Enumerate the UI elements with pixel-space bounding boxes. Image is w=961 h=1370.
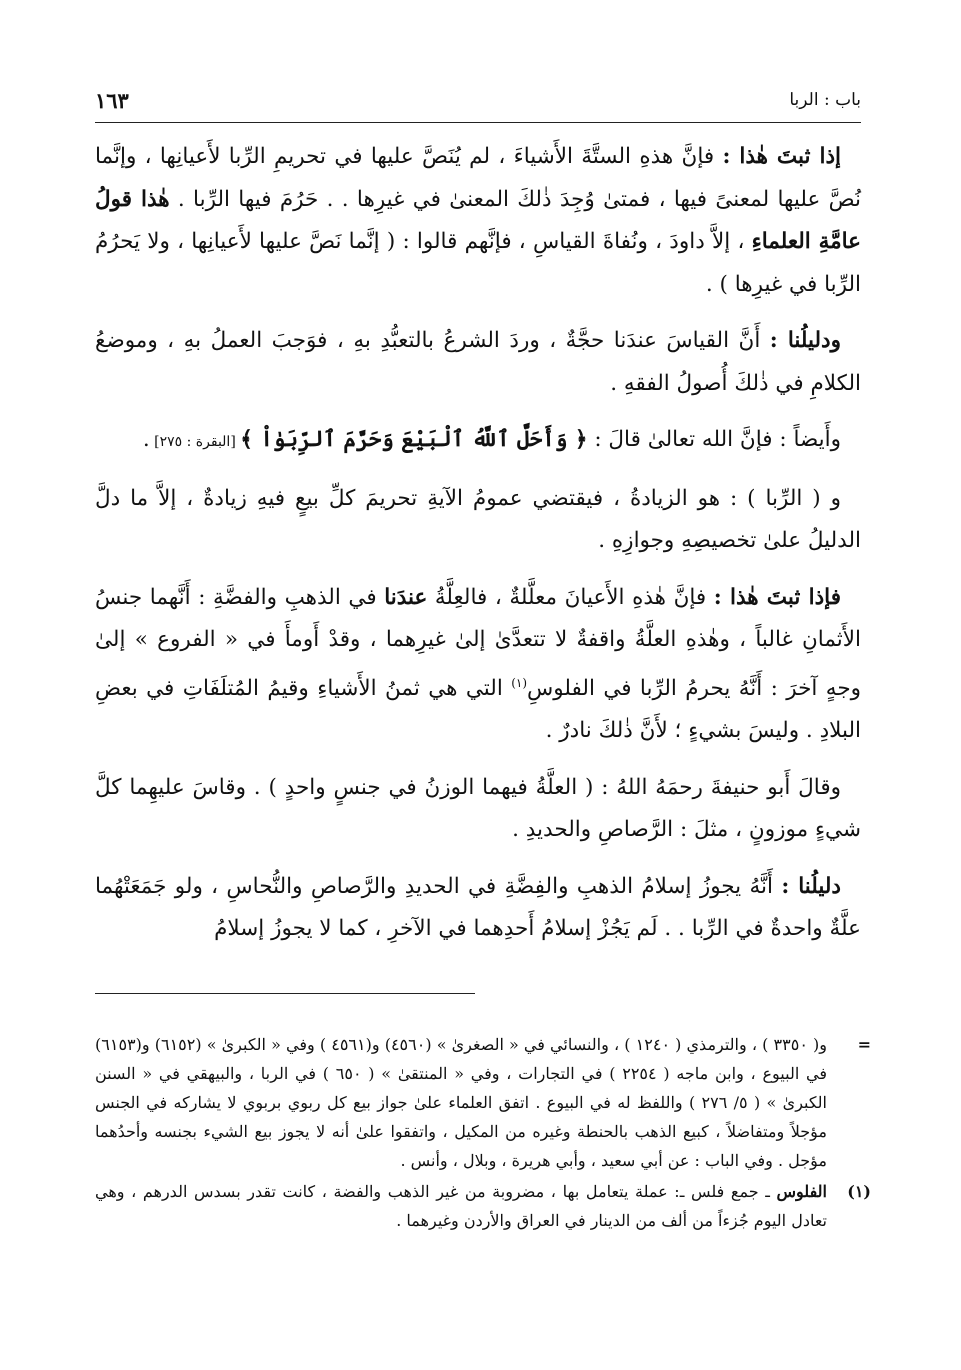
paragraph-lead: فإذا ثبتَ هٰذا : xyxy=(713,584,841,610)
paragraph xyxy=(95,419,861,464)
footnote-number: (١) xyxy=(847,1182,871,1201)
main-text xyxy=(95,136,861,965)
footnote-lead: الفلوس xyxy=(776,1182,827,1201)
paragraph-lead: إذا ثبتَ هٰذا : xyxy=(722,144,841,169)
paragraph xyxy=(95,320,861,405)
paragraph-text: وقالَ أَبو حنيفةَ رحمَهُ اللهُ : ( العلَّةُ فيهما الوزنُ في جنسٍ واحدٍ ) . وقاسَ عليهِما كلَّ شيءٍ موزونٍ ، مثلَ : الرَّصاصِ والحديدِ . xyxy=(95,774,861,843)
paragraph xyxy=(95,577,861,753)
paragraph-lead-secondary: هٰذا قولُ عامَّةِ العلماءِ xyxy=(95,186,861,254)
footnotes xyxy=(95,1030,871,1235)
paragraph-text: فإنَّ هٰذهِ الأَعيانَ معلَّلةٌ ، فالعِلَّةُ xyxy=(427,584,714,610)
paragraph xyxy=(95,136,861,306)
running-head: باب : الربا xyxy=(789,90,861,110)
footnote-reference[interactable]: (١) xyxy=(511,675,528,690)
footnote-divider xyxy=(95,993,475,994)
paragraph-text-continued: . xyxy=(142,427,150,452)
paragraph-text: و ( الرِّبا ) : هو الزيادةُ ، فيقتضي عمومُ الآيةِ تحريمَ كلِّ بيعٍ فيهِ زيادةٌ ، إلاَّ ما دلَّ الدليلُ علىٰ تخصيصِهِ وجوازِهِ . xyxy=(95,485,861,553)
paragraph-text-continued: في الذهبِ والفضَّةِ : أَنَّهما جنسُ الأَثمانِ غالباً ، وهٰذهِ العلَّةُ واقفةٌ لا تتعدَّىٰ إلىٰ غيرِهما ، وقدْ أَومأَ في « الفروع » إلىٰ وجهٍ آخرَ : أَنَّهُ يحرمُ الرِّبا في الفلوسِ xyxy=(95,584,861,701)
paragraph-text-continued: ، إلاَّ داودَ ، ونُفاةَ القياسِ ، فإنَّهم قالوا : ( إنَّما نَصَّ عليها لأَعيانِها ، ولا يَحرُمُ الرِّبا في غيرِها ) . xyxy=(95,229,861,297)
paragraph-text: أَنَّهُ يجوزُ إسلامُ الذهبِ والفِضَّةِ في الحديدِ والرَّصاصِ والنُّحاسِ ، ولو جَمَعَتْهُما علَّةٌ واحدةٌ في الرِّبا . . لَم يَجُزْ إسلامُ أَحدِهما في الآخرِ ، كما لا يجوزُ إسلامُ xyxy=(95,873,861,942)
footnote-continuation-mark: = xyxy=(857,1035,871,1054)
paragraph xyxy=(95,866,861,951)
paragraph-lead-secondary: عندَنا xyxy=(384,584,428,610)
paragraph xyxy=(95,767,861,852)
paragraph-text-end: التي هي ثمنُ الأَشياءِ وقيمُ المُتلَفَاتِ في بعضِ البلادِ . وليسَ بشيءٍ ؛ لأَنَّ ذٰلكَ نادرٌ . xyxy=(95,675,861,744)
quran-verse: ﴿ وَأَحَلَّ ٱللَّهُ ٱلْبَيْعَ وَحَرَّمَ ٱلرِّبَوٰاْ ﴾ xyxy=(240,427,588,452)
page-header xyxy=(95,88,861,123)
footnote xyxy=(95,1030,871,1175)
footnote xyxy=(95,1177,871,1235)
footnote-text: ـ جمع فلس ـ: عملة يتعامل بها ، مضروبة من غير الذهب والفضة ، كانت تقدر بسدس الدرهم ، وهي تعادل اليوم جُزءاً من ألف من الدينار في العراق والأردن وغيرهما . xyxy=(95,1182,827,1230)
paragraph-text: فإنَّ هذهِ الستَّةَ الأَشياءَ ، لم يُنَصَّ عليها في تحريمِ الرِّبا لأَعيانِها ، وإنَّما نُصَّ عليها لمعنىً فيها ، فمتىٰ وُجِدَ ذٰلكَ المعنىٰ في غيرِها . . حَرُمَ فيها الرِّبا . xyxy=(95,144,861,212)
paragraph-lead: دليلُنا : xyxy=(781,873,841,899)
verse-reference: [البقرة : ٢٧٥] xyxy=(149,434,241,450)
paragraph-lead: ودليلُنا : xyxy=(769,328,841,353)
paragraph xyxy=(95,478,861,563)
paragraph-text: أَنَّ القياسَ عندَنا حجَّةٌ ، وردَ الشرعُ بالتعبُّدِ بهِ ، فوَجبَ العملُ بهِ ، وموضعُ الكلامِ في ذٰلكَ أُصولُ الفقهِ . xyxy=(95,328,861,396)
footnote-text: و( ٣٣٥٠ ) ، والترمذي ( ١٢٤٠ ) ، والنسائي في « الصغرىٰ » (٤٥٦٠) و(٤٥٦١ ) وفي « الكبرىٰ » (٦١٥٢) و(٦١٥٣) في البيوع ، وابن ماجه ( ٢٢٥٤ ) في التجارات ، وفي « المنتقىٰ » ( ٦٥٠ ) في الربا ، والبيهقي في « السنن الكبرىٰ » ( ٥/ ٢٧٦ ) واللفظ له في البيوع . اتفق العلماء علىٰ جواز بيع كل ربوي بربوي لا يشاركه في الجنس مؤجلاً ومتفاضلاً ، كبيع الذهب بالحنطة وغيره من المكيل ، واتفقوا علىٰ أنه لا يجوز بيع الشيء بجنسه وأحدُهما مؤجل . وفي الباب : عن أبي سعيد ، وأبي هريرة ، وبلال ، وأنس . xyxy=(95,1035,828,1170)
paragraph-text: وأَيضاً : فإنَّ الله تعالىٰ قالَ : xyxy=(587,427,841,452)
page-number: ١٦٣ xyxy=(95,88,129,113)
